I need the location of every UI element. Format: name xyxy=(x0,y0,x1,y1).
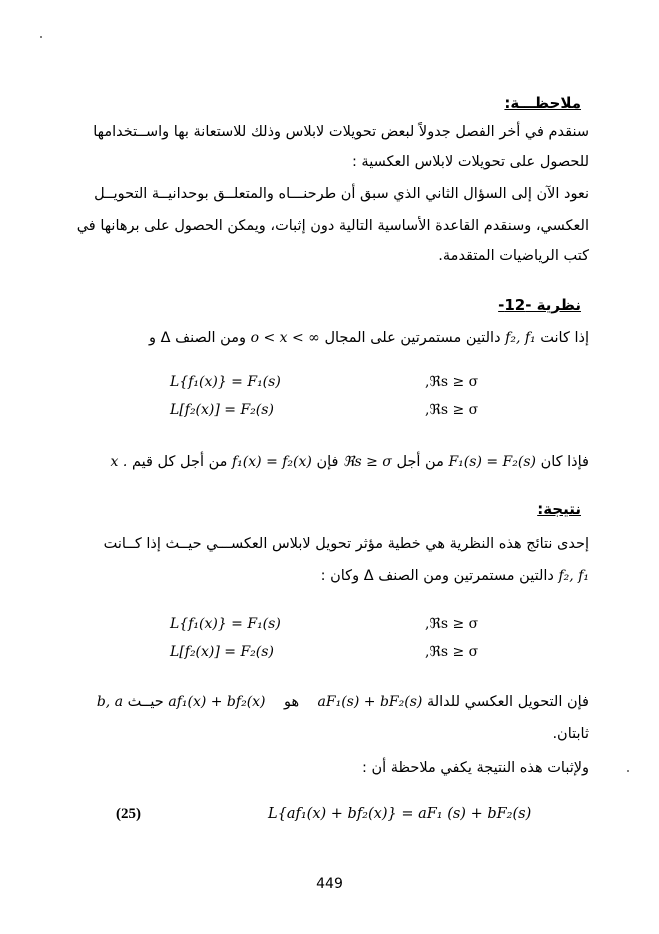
scan-speck xyxy=(40,36,42,38)
note-heading: ملاحظـــة: xyxy=(504,94,581,112)
inverse-text-c: حيــث xyxy=(127,694,164,710)
theorem-text-c: ومن الصنف Δ و xyxy=(148,330,246,346)
conclusion-eq-f: f₁(x) = f₂(x) xyxy=(232,454,312,470)
proof-intro: ولإثبات هذه النتيجة يكفي ملاحظة أن : xyxy=(361,760,589,776)
result-line-2 xyxy=(59,566,589,586)
conclusion-text-a: فإذا كان xyxy=(540,454,589,470)
equation-3-condition: ,ℜs ≥ σ xyxy=(425,616,479,632)
intro-line-2: العكسي، وسنقدم القاعدة الأساسية التالية دون إثبات، ويمكن الحصول على برهانها في xyxy=(76,218,589,234)
page-number: 449 xyxy=(316,876,343,892)
inverse-F: aF₁(s) + bF₂(s) xyxy=(317,694,423,710)
scan-speck xyxy=(627,770,629,772)
equation-4: L[f₂(x)] = F₂(s) xyxy=(170,644,274,660)
theorem-conclusion xyxy=(59,452,589,472)
equation-3: L{f₁(x)} = F₁(s) xyxy=(170,616,281,632)
inverse-variables: b, a xyxy=(96,694,124,710)
conclusion-condition: ℜs ≥ σ xyxy=(343,454,392,470)
conclusion-text-d: من أجل كل قيم xyxy=(131,454,228,470)
theorem-interval: o < x < ∞ xyxy=(250,330,320,346)
equation-1-condition: ,ℜs ≥ σ xyxy=(425,374,479,390)
theorem-statement xyxy=(59,328,589,348)
note-line-1: سنقدم في أخر الفصل جدولاً لبعض تحويلات لابلاس وذلك للاستعانة بها واســتخدامها xyxy=(93,124,589,140)
conclusion-text-c: فإن xyxy=(316,454,339,470)
inverse-statement xyxy=(59,692,589,712)
constants-line: ثابتان. xyxy=(552,726,589,742)
intro-line-1: نعود الآن إلى السؤال الثاني الذي سبق أن طرحنـــاه والمتعلــق بوحدانيــة التحويــل xyxy=(94,186,589,202)
inverse-text-b: هو xyxy=(283,694,300,710)
conclusion-eq-F: F₁(s) = F₂(s) xyxy=(448,454,536,470)
result-heading: نتيجة: xyxy=(537,500,581,518)
conclusion-variable: x . xyxy=(110,454,128,470)
theorem-text-b: دالتين مستمرتين على المجال xyxy=(324,330,501,346)
theorem-text-a: إذا كانت xyxy=(540,330,589,346)
inverse-text-a: فإن التحويل العكسي للدالة xyxy=(426,694,589,710)
note-line-2: للحصول على تحويلات لابلاس العكسية : xyxy=(351,154,589,170)
equation-2-condition: ,ℜs ≥ σ xyxy=(425,402,479,418)
theorem-heading: نظرية -12- xyxy=(498,296,581,314)
intro-line-3: كتب الرياضيات المتقدمة. xyxy=(438,248,589,264)
result-functions: f₂, f₁ xyxy=(558,568,589,584)
equation-25: L{af₁(x) + bf₂(x)} = aF₁ (s) + bF₂(s) xyxy=(268,806,532,822)
conclusion-text-b: من أجل xyxy=(396,454,444,470)
result-line-1: إحدى نتائج هذه النظرية هي خطية مؤثر تحويل لابلاس العكســـي حيــث إذا كــانت xyxy=(103,536,589,552)
result-text: دالتين مستمرتين ومن الصنف Δ وكان : xyxy=(320,568,554,584)
equation-4-condition: ,ℜs ≥ σ xyxy=(425,644,479,660)
inverse-f: af₁(x) + bf₂(x) xyxy=(168,694,266,710)
theorem-functions: f₂, f₁ xyxy=(505,330,536,346)
equation-2: L[f₂(x)] = F₂(s) xyxy=(170,402,274,418)
equation-25-number: (25) xyxy=(116,806,141,822)
equation-1: L{f₁(x)} = F₁(s) xyxy=(170,374,281,390)
